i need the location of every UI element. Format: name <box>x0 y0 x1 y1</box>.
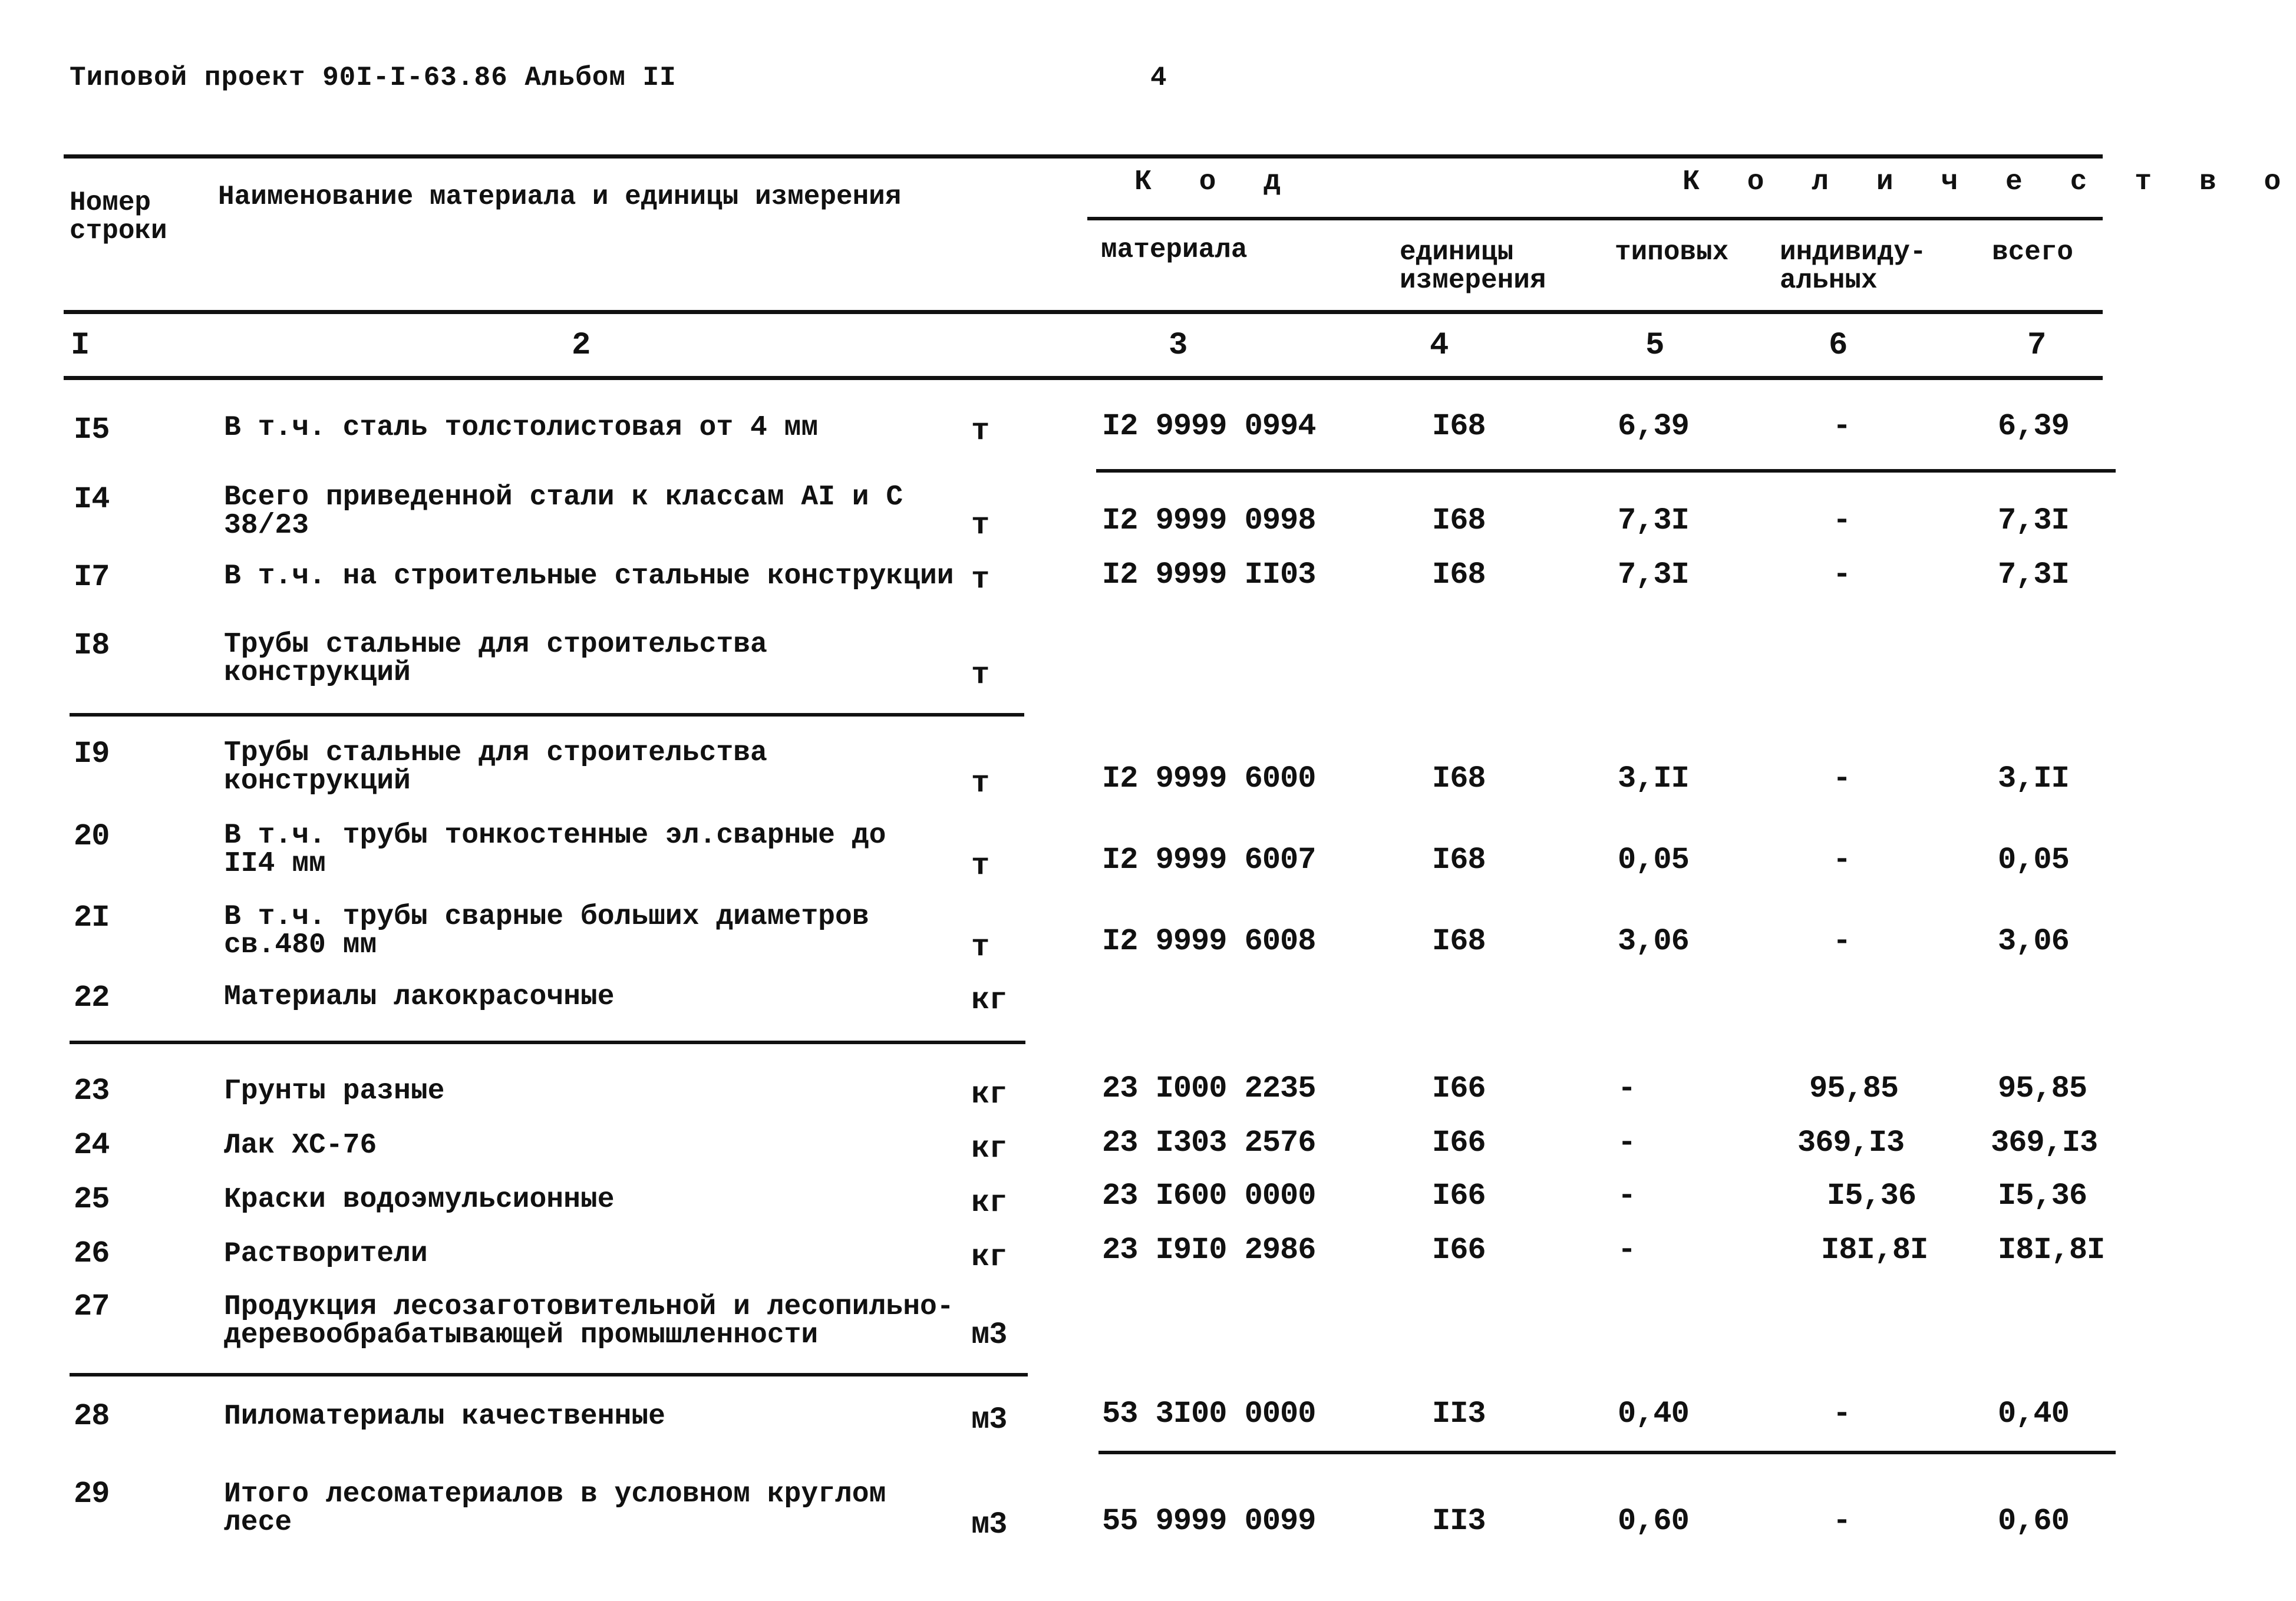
quantity-individual: - <box>1833 409 1851 444</box>
column-number-6: 6 <box>1829 328 1848 364</box>
quantity-individual: - <box>1833 1397 1851 1431</box>
section-rule <box>70 1041 1025 1044</box>
quantity-individual: I8I,8I <box>1821 1233 1928 1267</box>
material-name: В т.ч. сталь толстолистовая от 4 мм <box>224 412 819 444</box>
section-rule <box>70 1373 1028 1376</box>
header-quantity-group: К о л и ч е с т в о <box>1683 166 2296 198</box>
quantity-typical: 0,60 <box>1618 1504 1689 1539</box>
header-qty-individual: индивиду- альных <box>1780 237 1926 296</box>
section-rule <box>1096 469 2116 473</box>
quantity-total: 95,85 <box>1998 1071 2087 1106</box>
quantity-individual: - <box>1833 761 1851 796</box>
quantity-typical: 0,40 <box>1618 1397 1689 1431</box>
row-number: I5 <box>74 412 110 447</box>
column-number-7: 7 <box>2027 328 2047 364</box>
material-code: 53 3I00 0000 <box>1102 1397 1316 1431</box>
quantity-typical: - <box>1618 1233 1636 1267</box>
material-name: Трубы стальные для строительства конструкций <box>224 629 767 689</box>
unit-label: т <box>971 658 989 692</box>
material-name: Продукция лесозаготовительной и лесопильно- деревообрабатывающей промышленности <box>224 1291 954 1351</box>
row-number: 20 <box>74 819 110 854</box>
quantity-total: I8I,8I <box>1998 1233 2105 1267</box>
quantity-individual: - <box>1833 1504 1851 1539</box>
unit-label: т <box>971 508 989 543</box>
header-qty-typical: типовых <box>1615 237 1729 268</box>
unit-code: I66 <box>1432 1071 1486 1106</box>
section-rule <box>1098 1451 2116 1454</box>
material-name: Растворители <box>224 1238 428 1270</box>
material-name: Итого лесоматериалов в условном круглом лесе <box>224 1478 886 1539</box>
page-number: 4 <box>1150 62 1167 93</box>
material-code: 23 I303 2576 <box>1102 1125 1316 1160</box>
material-name: Пиломатериалы качественные <box>224 1401 665 1432</box>
quantity-total: 3,II <box>1998 761 2069 796</box>
unit-code: I68 <box>1432 761 1486 796</box>
quantity-total: 3,06 <box>1998 924 2069 959</box>
material-name: Грунты разные <box>224 1075 445 1107</box>
unit-label: кг <box>971 1131 1007 1166</box>
column-number-1: I <box>71 328 90 364</box>
quantity-individual: - <box>1833 503 1851 538</box>
column-number-2: 2 <box>572 328 591 364</box>
unit-label: т <box>971 849 989 883</box>
quantity-total: I5,36 <box>1998 1179 2087 1213</box>
header-sub-rule <box>1087 217 2103 220</box>
unit-code: I68 <box>1432 843 1486 877</box>
row-number: I4 <box>74 482 110 517</box>
material-code: 23 I9I0 2986 <box>1102 1233 1316 1267</box>
quantity-individual: - <box>1833 843 1851 877</box>
header-code-group: К о д <box>1134 166 1297 198</box>
header-code-material: материала <box>1101 235 1248 265</box>
unit-label: т <box>971 562 989 597</box>
row-number: I7 <box>74 560 110 595</box>
header-material-name: Наименование материала и единицы измерения <box>218 181 902 212</box>
quantity-total: 7,3I <box>1998 557 2069 592</box>
unit-code: II3 <box>1432 1504 1486 1539</box>
quantity-individual: 95,85 <box>1809 1071 1899 1106</box>
header-code-unit: единицы измерения <box>1400 237 1546 296</box>
material-code: 23 I600 0000 <box>1102 1179 1316 1213</box>
material-code: 23 I000 2235 <box>1102 1071 1316 1106</box>
unit-label: кг <box>971 983 1007 1018</box>
material-code: I2 9999 6000 <box>1102 761 1316 796</box>
material-code: 55 9999 0099 <box>1102 1504 1316 1539</box>
section-rule <box>70 713 1024 717</box>
unit-label: кг <box>971 1186 1007 1220</box>
document-header: Типовой проект 90I-I-63.86 Альбом II <box>70 62 677 93</box>
unit-label: т <box>971 766 989 801</box>
quantity-total: 0,05 <box>1998 843 2069 877</box>
unit-code: I66 <box>1432 1179 1486 1213</box>
unit-label: т <box>971 930 989 965</box>
material-name: В т.ч. на строительные стальные конструкции <box>224 560 954 592</box>
material-name: Материалы лакокрасочные <box>224 981 615 1013</box>
row-number: 23 <box>74 1074 110 1108</box>
unit-label: кг <box>971 1077 1007 1112</box>
quantity-typical: - <box>1618 1071 1636 1106</box>
header-bottom-rule <box>64 310 2103 314</box>
row-number: 2I <box>74 900 110 935</box>
unit-label: т <box>971 414 989 448</box>
column-number-5: 5 <box>1645 328 1665 364</box>
header-row-number: Номер строки <box>70 187 167 246</box>
row-number: 26 <box>74 1236 110 1271</box>
material-name: Краски водоэмульсионные <box>224 1184 615 1216</box>
material-code: I2 9999 6008 <box>1102 924 1316 959</box>
table-top-rule <box>64 154 2103 159</box>
quantity-individual: - <box>1833 924 1851 959</box>
material-name: Всего приведенной стали к классам AI и C 38/23 <box>224 481 903 542</box>
row-number: I9 <box>74 737 110 771</box>
unit-code: I68 <box>1432 557 1486 592</box>
unit-code: I66 <box>1432 1233 1486 1267</box>
row-number: 22 <box>74 981 110 1015</box>
header-qty-total: всего <box>1992 237 2074 268</box>
unit-label: м3 <box>971 1402 1007 1437</box>
unit-label: кг <box>971 1240 1007 1275</box>
unit-label: м3 <box>971 1318 1007 1352</box>
row-number: I8 <box>74 628 110 663</box>
colnum-bottom-rule <box>64 376 2103 380</box>
unit-code: I68 <box>1432 924 1486 959</box>
quantity-typical: 0,05 <box>1618 843 1689 877</box>
material-name: В т.ч. трубы сварные больших диаметров св.480 мм <box>224 901 869 961</box>
quantity-total: 0,60 <box>1998 1504 2069 1539</box>
quantity-individual: 369,I3 <box>1797 1125 1905 1160</box>
unit-code: I68 <box>1432 409 1486 444</box>
quantity-total: 7,3I <box>1998 503 2069 538</box>
material-name: Лак ХС-76 <box>224 1130 377 1161</box>
material-code: I2 9999 6007 <box>1102 843 1316 877</box>
unit-code: I66 <box>1432 1125 1486 1160</box>
quantity-total: 369,I3 <box>1991 1125 2098 1160</box>
quantity-total: 0,40 <box>1998 1397 2069 1431</box>
row-number: 28 <box>74 1399 110 1434</box>
quantity-typical: 7,3I <box>1618 503 1689 538</box>
quantity-individual: I5,36 <box>1827 1179 1916 1213</box>
quantity-typical: - <box>1618 1125 1636 1160</box>
quantity-typical: 3,06 <box>1618 924 1689 959</box>
quantity-total: 6,39 <box>1998 409 2069 444</box>
unit-code: II3 <box>1432 1397 1486 1431</box>
quantity-individual: - <box>1833 557 1851 592</box>
row-number: 29 <box>74 1477 110 1511</box>
unit-label: м3 <box>971 1507 1007 1542</box>
row-number: 25 <box>74 1182 110 1217</box>
material-name: Трубы стальные для строительства конструкций <box>224 737 767 797</box>
quantity-typical: 3,II <box>1618 761 1689 796</box>
row-number: 24 <box>74 1128 110 1163</box>
column-number-3: 3 <box>1169 328 1188 364</box>
material-code: I2 9999 II03 <box>1102 557 1316 592</box>
quantity-typical: - <box>1618 1179 1636 1213</box>
material-code: I2 9999 0998 <box>1102 503 1316 538</box>
quantity-typical: 7,3I <box>1618 557 1689 592</box>
column-number-4: 4 <box>1430 328 1449 364</box>
material-name: В т.ч. трубы тонкостенные эл.сварные до II4 мм <box>224 820 886 880</box>
material-code: I2 9999 0994 <box>1102 409 1316 444</box>
unit-code: I68 <box>1432 503 1486 538</box>
quantity-typical: 6,39 <box>1618 409 1689 444</box>
row-number: 27 <box>74 1289 110 1324</box>
